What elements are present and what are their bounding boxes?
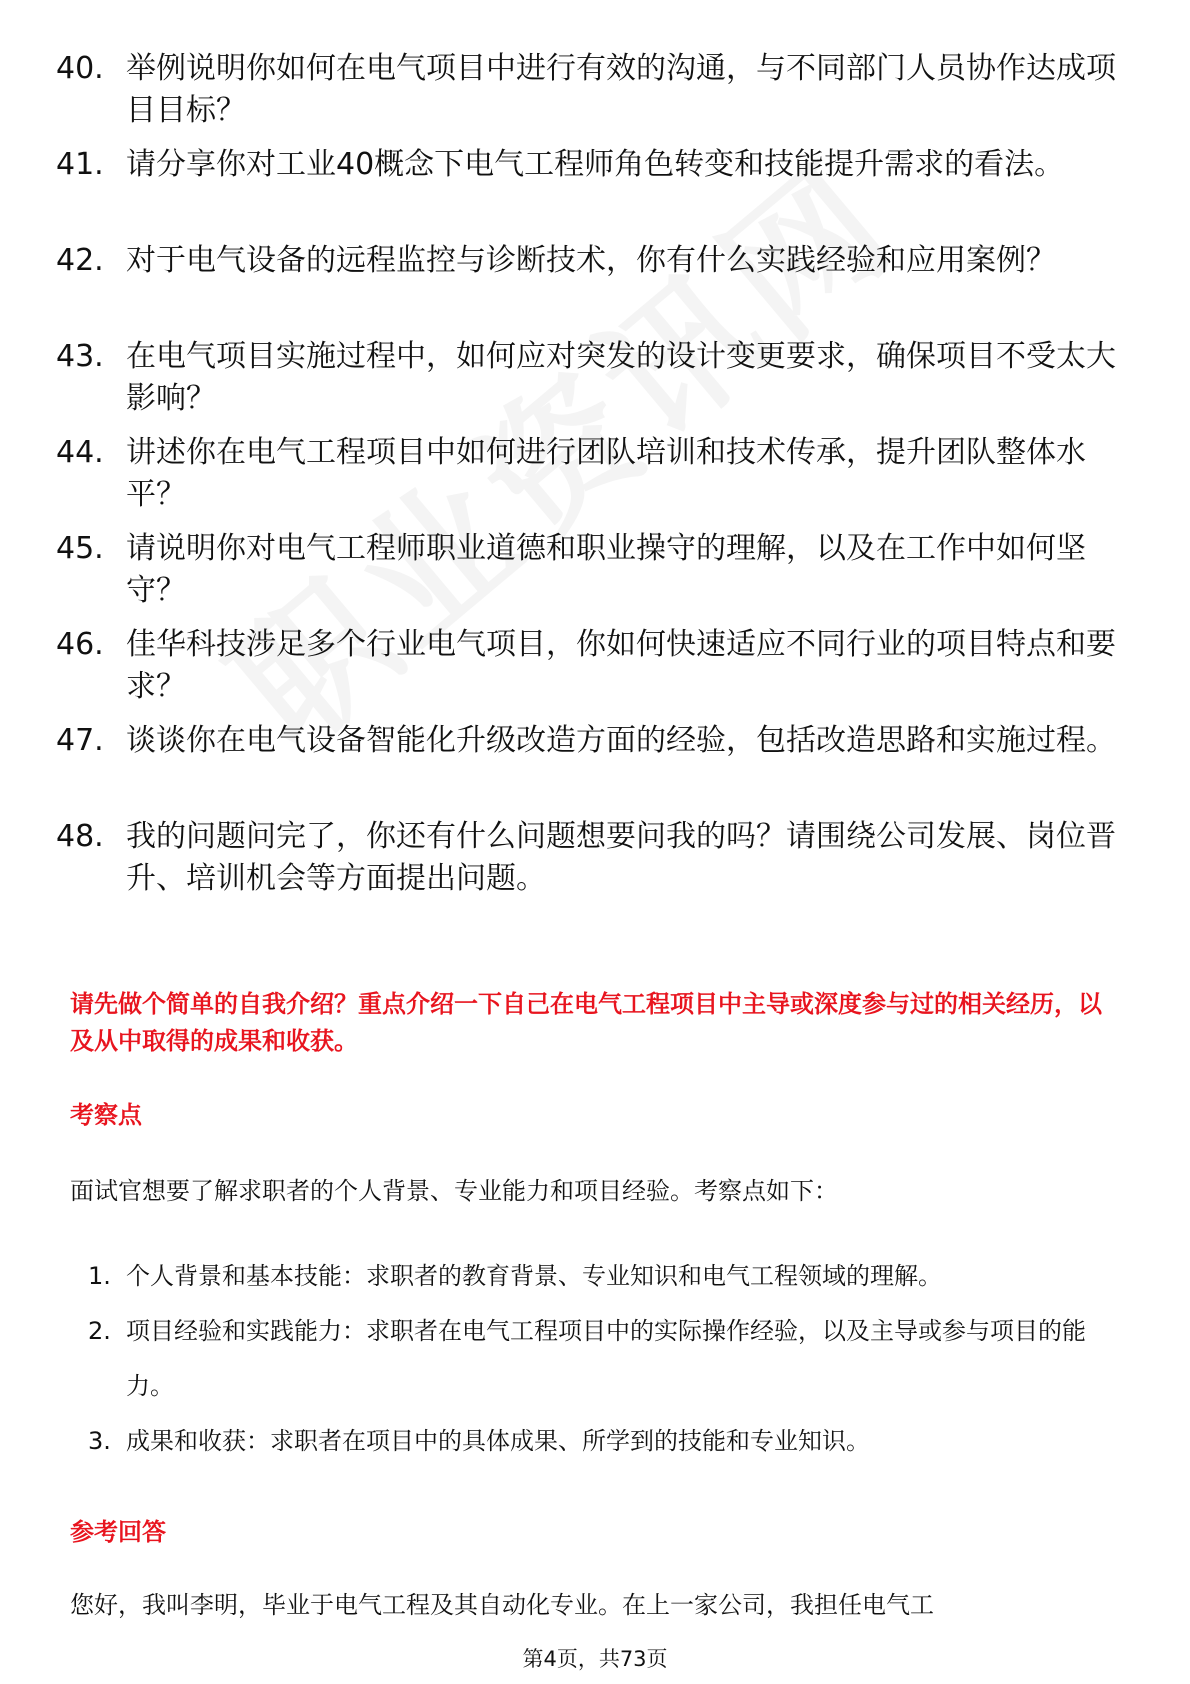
point-number: 3. — [88, 1427, 111, 1455]
list-item — [56, 720, 1126, 804]
list-item — [56, 528, 1126, 612]
point-text: 项目经验和实践能力：求职者在电气工程项目中的实际操作经验，以及主导或参与项目的能力。 — [126, 1317, 1086, 1400]
question-text: 在电气项目实施过程中，如何应对突发的设计变更要求，确保项目不受太大影响？ — [126, 339, 1116, 416]
page-number: 第4页，共73页 — [522, 1647, 668, 1671]
question-text: 举例说明你如何在电气项目中进行有效的沟通，与不同部门人员协作达成项目目标？ — [126, 51, 1116, 128]
list-item — [56, 624, 1126, 708]
question-number: 41. — [56, 147, 104, 182]
question-number: 45. — [56, 531, 104, 566]
question-list — [56, 48, 1126, 912]
assessment-points — [88, 1249, 1128, 1469]
question-text: 佳华科技涉足多个行业电气项目，你如何快速适应不同行业的项目特点和要求？ — [126, 627, 1116, 704]
question-number: 42. — [56, 243, 104, 278]
featured-question: 请先做个简单的自我介绍？重点介绍一下自己在电气工程项目中主导或深度参与过的相关经历，以及从中取得的成果和收获。 — [70, 990, 1102, 1055]
list-item — [88, 1304, 1128, 1414]
question-number: 43. — [56, 339, 104, 374]
question-text: 我的问题问完了，你还有什么问题想要问我的吗？请围绕公司发展、岗位晋升、培训机会等方面提出问题。 — [126, 819, 1116, 896]
question-text: 请分享你对工业40概念下电气工程师角色转变和技能提升需求的看法。 — [126, 147, 1065, 182]
list-item — [56, 816, 1126, 900]
list-item — [56, 48, 1126, 132]
question-text: 讲述你在电气工程项目中如何进行团队培训和技术传承，提升团队整体水平？ — [126, 435, 1086, 512]
question-number: 46. — [56, 627, 104, 662]
list-item — [56, 144, 1126, 228]
point-text: 成果和收获：求职者在项目中的具体成果、所学到的技能和专业知识。 — [126, 1427, 870, 1455]
list-item — [88, 1414, 1128, 1469]
reference-answer: 您好，我叫李明，毕业于电气工程及其自动化专业。在上一家公司，我担任电气工 — [70, 1591, 934, 1619]
question-number: 48. — [56, 819, 104, 854]
question-number: 44. — [56, 435, 104, 470]
section-heading-reference: 参考回答 — [70, 1518, 166, 1546]
question-number: 47. — [56, 723, 104, 758]
section-heading-assessment: 考察点 — [70, 1101, 142, 1129]
list-item — [88, 1249, 1128, 1304]
question-number: 40. — [56, 51, 104, 86]
question-text: 谈谈你在电气设备智能化升级改造方面的经验，包括改造思路和实施过程。 — [126, 723, 1116, 758]
point-number: 1. — [88, 1262, 111, 1290]
list-item — [56, 432, 1126, 516]
list-item — [56, 336, 1126, 420]
point-text: 个人背景和基本技能：求职者的教育背景、专业知识和电气工程领域的理解。 — [126, 1262, 942, 1290]
question-text: 请说明你对电气工程师职业道德和职业操守的理解，以及在工作中如何坚守？ — [126, 531, 1086, 608]
assessment-intro: 面试官想要了解求职者的个人背景、专业能力和项目经验。考察点如下： — [70, 1177, 838, 1205]
point-number: 2. — [88, 1317, 111, 1345]
question-text: 对于电气设备的远程监控与诊断技术，你有什么实践经验和应用案例？ — [126, 243, 1056, 278]
list-item — [56, 240, 1126, 324]
